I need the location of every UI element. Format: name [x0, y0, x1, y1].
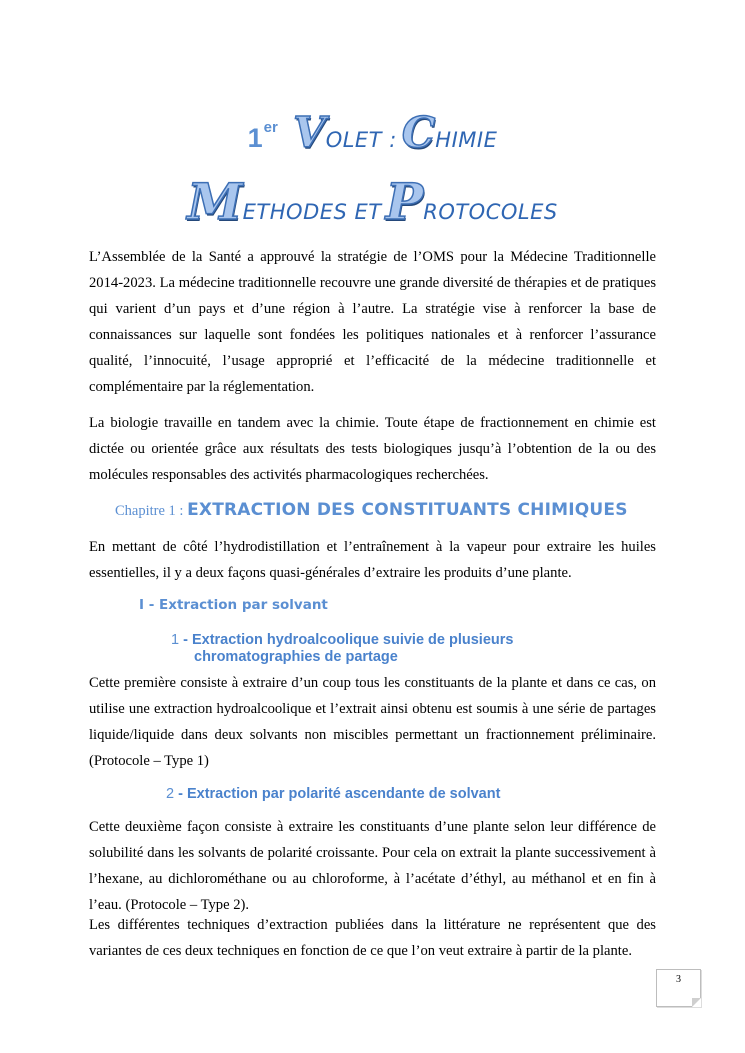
- title-word-volet: OLET :: [325, 128, 397, 152]
- volume-title: [0, 108, 745, 157]
- title-initial-c: C: [401, 108, 436, 157]
- volume-number-superscript: er: [263, 119, 278, 136]
- subsection-1-heading: [171, 632, 513, 666]
- title-initial-v: V: [293, 108, 326, 157]
- page-curl-icon: [692, 998, 701, 1007]
- volume-number: 1: [247, 123, 263, 153]
- subtitle-word-methodes: ETHODES ET: [242, 200, 382, 224]
- subsection-1-number: 1: [171, 632, 180, 648]
- subtitle-initial-p: P: [385, 172, 424, 231]
- second-method-paragraph: Cette deuxième façon consiste à extraire les constituants d’une plante selon leur différence de solubilité dans les solvants de polarité croissante. Pour cela on extrait la plante successivement à l’hexane, au dichlorométhane ou au chloroforme, à l’acétate d’éthyl, au méthanol et en fin à l’eau. (Protocole – Type 2).: [89, 819, 656, 913]
- page-number: 3: [676, 974, 681, 985]
- subtitle-word-protocoles: ROTOCOLES: [423, 200, 558, 224]
- chapter-title: EXTRACTION DES CONSTITUANTS CHIMIQUES: [187, 500, 628, 520]
- subtitle-initial-m: M: [187, 172, 243, 231]
- subsection-2-title: - Extraction par polarité ascendante de solvant: [174, 786, 501, 802]
- subsection-1-title-cont: chromatographies de partage: [194, 649, 398, 665]
- subsection-2-number: 2: [166, 786, 175, 802]
- subsection-1-title: - Extraction hydroalcoolique suivie de plusieurs: [179, 632, 514, 648]
- intro-paragraph: L’Assemblée de la Santé a approuvé la stratégie de l’OMS pour la Médecine Traditionnelle 2014-2023. La médecine traditionnelle recouvre une grande diversité de thérapies et de pratiques qui varient d’un pays et d’une région à l’autre. La stratégie vise à renforcer la base de connaissances sur laquelle sont fondées les politiques nationales et à renforcer l’assurance qualité, l’innocuité, l’usage approprié et l’efficacité de la médecine traditionnelle et complémentaire par la réglementation.: [89, 249, 656, 395]
- variants-paragraph: Les différentes techniques d’extraction publiées dans la littérature ne représentent que des variantes de ces deux techniques en fonction de ce que l’on veut extraire à partir de la plante.: [89, 917, 656, 959]
- chapter-prefix: Chapitre 1 :: [115, 503, 188, 519]
- title-word-chimie: HIMIE: [435, 128, 498, 152]
- chapter-heading: [115, 500, 628, 520]
- page-number-box: [656, 969, 701, 1007]
- first-method-paragraph: Cette première consiste à extraire d’un coup tous les constituants de la plante et dans ce cas, on utilise une extraction hydroalcoolique et l’extrait ainsi obtenu est soumis à une série de partages liquide/liquide dans deux solvants non miscibles permettant un fractionnement préliminaire. (Protocole – Type 1): [89, 675, 656, 769]
- section-heading: I - Extraction par solvant: [139, 597, 328, 613]
- subsection-2-heading: [166, 786, 500, 803]
- methods-paragraph: En mettant de côté l’hydrodistillation et l’entraînement à la vapeur pour extraire les huiles essentielles, il y a deux façons quasi-générales d’extraire les produits d’une plante.: [89, 539, 656, 581]
- subtitle: [0, 172, 745, 231]
- biology-paragraph: La biologie travaille en tandem avec la chimie. Toute étape de fractionnement en chimie est dictée ou orientée grâce aux résultats des tests biologiques jusqu’à l’obtention de la ou des molécules responsables des activités pharmacologiques recherchées.: [89, 415, 656, 483]
